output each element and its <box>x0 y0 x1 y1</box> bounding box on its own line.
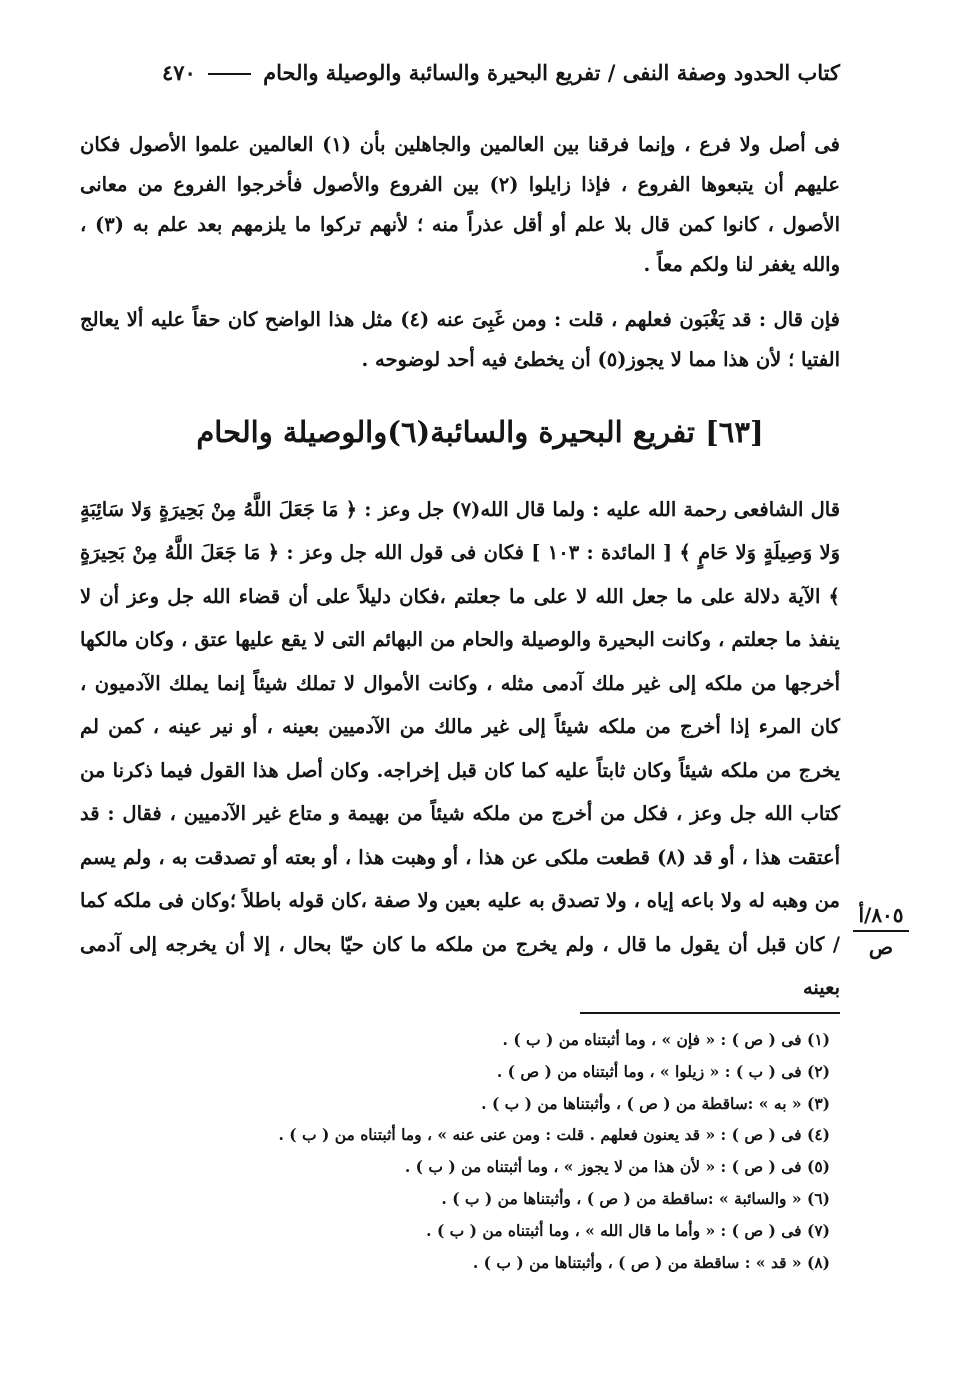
footnote-8: (٨) « قد » : ساقطة من ( ص ) ، وأثبتناها من ( ب ) . <box>472 1252 830 1272</box>
paragraph-2-text: فإن قال : قد يَغْبَون فعلهم ، قلت : ومن غَبِىَ عنه (٤) مثل هذا الواضح كان حقاً عليه ألا يعالج الفتيا ؛ لأن هذا مما لا يجوز(٥) أن يخطئ فيه أحد لوضوحه . <box>80 307 840 371</box>
footnote-7: (٧) فى ( ص ) : « وأما ما قال الله » ، وما أثبتناه من ( ب ) . <box>426 1220 830 1240</box>
header-rule <box>208 73 251 75</box>
margin-note-siglum: ص <box>868 935 894 959</box>
section-heading: [٦٣] تفريع البحيرة والسائبة(٦)والوصيلة والحام <box>196 415 764 449</box>
footnote-4: (٤) فى ( ص ) : « قد يعنون فعلهم . قلت : ومن عنى عنه » ، وما أثبتناه من ( ب ) . <box>278 1125 830 1145</box>
running-title: كتاب الحدود وصفة النفى / تفريع البحيرة والسائبة والوصيلة والحام <box>263 59 840 85</box>
margin-note-folio: ٨٠٥/أ <box>858 903 904 927</box>
manuscript-margin-note <box>846 902 916 960</box>
footnotes <box>120 1024 830 1278</box>
paragraph-1-text: فى أصل ولا فرع ، وإنما فرقنا بين العالمين والجاهلين بأن (١) العالمين علموا الأصول فكان عليهم أن يتبعوها الفروع ، فإذا زايلوا (٢) بين الفروع والأصول فأخرجوا الفروع من معانى الأصول ، كانوا كمن قال بلا علم أو أقل عذراً منه ؛ لأنهم تركوا ما يلزمهم بعد علم به (٣) ، والله يغفر لنا ولكم معاً . <box>80 132 841 276</box>
paragraph-2 <box>80 280 840 399</box>
footnote-separator <box>580 1012 840 1014</box>
footnote-3: (٣) « به » :ساقطة من ( ص ) ، وأثبتناها من ( ب ) . <box>481 1093 830 1113</box>
paragraph-1 <box>80 105 840 304</box>
footnote-5: (٥) فى ( ص ) : « لأن هذا من لا يجوز » ، وما أثبتناه من ( ب ) . <box>404 1157 830 1177</box>
footnote-6: (٦) « والسائبة » :ساقطة من ( ص ) ، وأثبتناها من ( ب ) . <box>441 1188 830 1208</box>
margin-note-rule <box>853 930 909 932</box>
footnote-1: (١) فى ( ص ) : « فإن » ، وما أثبتناه من ( ب ) . <box>502 1030 830 1049</box>
page-number: ٤٧٠ <box>162 59 196 85</box>
paragraph-3 <box>80 468 840 1029</box>
paragraph-3-text: قال الشافعى رحمة الله عليه : ولما قال الله(٧) جل وعز : ﴿ مَا جَعَلَ اللَّهُ مِنْ بَحِيرَةٍ وَلا سَائِبَةٍ وَلا وَصِيلَةٍ وَلا حَامٍ ﴾ [ المائدة : ١٠٣ ] فكان فى قول الله جل وعز : ﴿ مَا جَعَلَ اللَّهُ مِنْ بَحِيرَةٍ ﴾ الآية دلالة على ما جعل الله لا على ما جعلتم ،فكان دليلاً على أن قضاء الله جل وعز أن لا ينفذ ما جعلتم ، وكانت البحيرة والوصيلة والحام من البهائم التى لا يقع عليها عتق ، وكان مالكها أخرجها من ملكه إلى غير ملك آدمى مثله ، وكانت الأموال لا تملك شيئاً إنما يملك الآدميون ، كان المرء إذا أخرج من ملكه شيئاً إلى غير مالك من الآدميين بعينه ، أو نير عينه ، كمن لم يخرج من ملكه شيئاً وكان ثابتاً عليه كما كان قبل إخراجه. وكان أصل هذا القول فيما ذكرنا من كتاب الله جل وعز ، فكل من أخرج من ملكه شيئاً من بهيمة و متاع غير الآدميين ، فقال : قد أعتقت هذا ، أو قد (٨) قطعت ملكى عن هذا ، أو وهبت هذا ، أو بعته أو تصدقت به ، ولم يسم من وهبه له ولا باعه إياه ، ولا تصدق به عليه بعين ولا صفة ،كان قوله باطلاً ؛وكان فى ملكه كما / كان قبل أن يقول ما قال ، ولم يخرج من ملكه ما كان حيّا بحال ، إلا أن يخرجه إلى آدمى بعينه <box>80 497 841 999</box>
footnote-2: (٢) فى ( ب ) : « زيلوا » ، وما أثبتناه من ( ص ) . <box>496 1061 830 1081</box>
running-header <box>150 52 840 92</box>
